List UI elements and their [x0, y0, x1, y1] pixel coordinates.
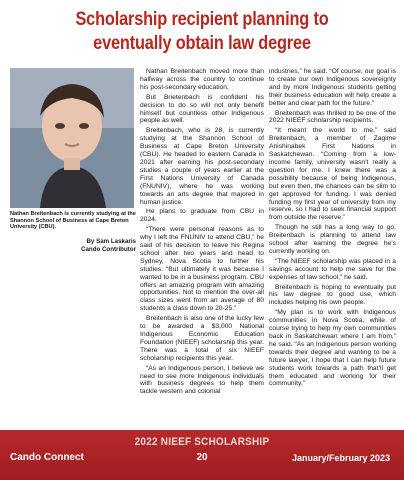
headline-line-2: eventually obtain law degree — [93, 33, 311, 54]
issue-date: January/February 2023 — [291, 453, 390, 463]
paragraph: Nathan Breitenbach moved more than halfway across the country to continue his post-secondary education. — [140, 68, 264, 91]
article-column-middle — [140, 68, 264, 424]
portrait-illustration — [10, 68, 134, 208]
paragraph: Breitenbach, who is 28, is currently studying at the Shannon School of Business at Cape Breton University (CBU). He headed to eastern Canada in 2021 after earning his post-secondary studies a couple of years earlier at the First Nations University of Canada (FNUNIV), where he was working towards an arts degree that majored in human justice. — [140, 127, 264, 206]
article-column-right — [269, 68, 396, 424]
portrait-photo — [10, 68, 134, 208]
paragraph: He plans to graduate from CBU in 2024. — [140, 208, 264, 224]
paragraph: “There were personal reasons as to why I left the FNUNIV to attend CBU,” he said of his decision to leave his Regina school after two years and head to Sydney, Nova Scotia to further his studies. “But ultimately it was because I wanted to be in a business program. CBU offers an amazing program with amazing opportunities. Not to mention the over-all class sizes went from an average of 80 students a class down to 20-25.” — [140, 226, 264, 313]
paragraph: Breitenbach is hoping to eventually put his law degree to good use, which includes helping his own people. — [269, 283, 396, 307]
headline-line-1: Scholarship recipient planning to — [75, 9, 329, 30]
paragraph: “The NIEEF scholarship was placed in a savings account to help me save for the expenses of law school,” he said. — [269, 257, 396, 281]
paragraph: Breitenbach is also one of the lucky few to be awarded a $3,000 National Indigenous Economic Education Foundation (NIEEF) scholarship this year. There was a total of six NIEEF scholarship recipients this year. — [140, 315, 264, 362]
article-headline — [28, 8, 375, 56]
paragraph: Breitenbach was thrilled to be one of the 2022 NIEEF scholarship recipients. — [269, 109, 396, 125]
byline-author: By Sam Laskaris — [86, 238, 136, 245]
photo-caption: Nathan Breitenbach is currently studying at the Shannon School of Business at Cape Breton University (CBU). — [10, 211, 136, 231]
section-banner: 2022 NIEEF SCHOLARSHIP — [134, 436, 270, 448]
page-footer — [0, 430, 404, 480]
byline-role: Cando Contributor — [81, 245, 136, 253]
paragraph: Though he still has a long way to go, Breitenbach is planning to attend law school after earning the degree he’s currently working on. — [269, 224, 396, 255]
publication-name: Cando Connect — [10, 452, 84, 463]
paragraph: “My plan is to work with Indigenous communities in Nova Scotia, while of course trying to help my own communities back in Saskatchewan where I am from,” he said. “As an Indigenous person working towards their degree and wanting to be a future lawyer, I hope that I can help future students work towards a path that’ll get them educated and working for their community.” — [269, 309, 396, 388]
paragraph: But Brietenbach is confident his decision to do so will not only benefit himself but countless other Indigenous people as well. — [140, 93, 264, 125]
page-number: 20 — [196, 452, 208, 463]
byline — [10, 238, 136, 253]
paragraph: “As an Indigenous person, I believe we need to see more Indigenous individuals with business degrees to help them tackle western and colonial — [140, 364, 264, 396]
paragraph: industries,” he said. “Of course, our goal is to create our own Indigenous sovereignty and by more Indigenous students getting their business education will help create a better and clear path for the future.” — [269, 68, 396, 107]
paragraph: “It meant the world to me,” said Breitenbach, a member of Zagime Anishinabek First Nations in Saskatchewan. “Coming from a low-income family, university wasn’t really a question for me. I knew there was a possibility because of being Indigenous, but even then, the chances can be slim to get approved for funding. I was denied funding my first year of university from my reserve, so I had to seek financial support from outside the reserve.” — [269, 127, 396, 222]
